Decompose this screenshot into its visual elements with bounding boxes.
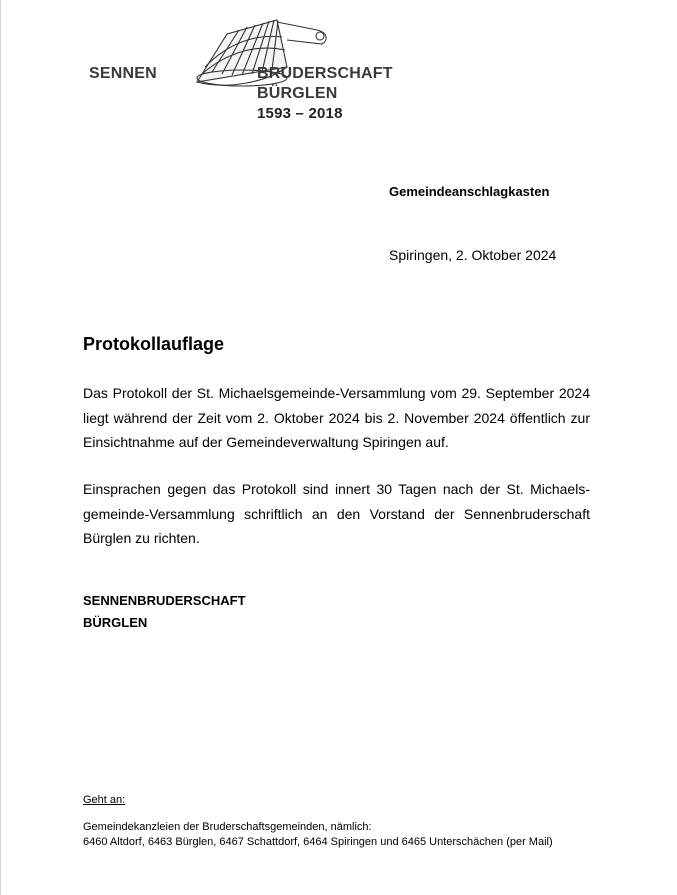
logo-years: 1593 – 2018 bbox=[257, 105, 343, 122]
paragraph-1: Das Protokoll der St. Michaelsgemeinde-Versammlung vom 29. September 2024 liegt während der Zeit vom 2. Oktober 2024 bis 2. November 2024 öffentlich zur Einsichtnahme auf der Gemeindeverwaltung Spiringen auf. bbox=[83, 385, 590, 450]
logo-word-sennen: SENNEN bbox=[89, 65, 157, 82]
place-and-date: Spiringen, 2. Oktober 2024 bbox=[389, 247, 557, 263]
distribution-line-2: 6460 Altdorf, 6463 Bürglen, 6467 Schattdorf, 6464 Spiringen und 6465 Unterschächen (per Mail) bbox=[83, 836, 553, 848]
document-title: Protokollauflage bbox=[83, 334, 225, 354]
distribution-heading: Geht an: bbox=[83, 794, 126, 806]
signature-line-1: SENNENBRUDERSCHAFT bbox=[83, 593, 246, 608]
signature-line-2: BÜRGLEN bbox=[83, 615, 148, 630]
recipient: Gemeindeanschlagkasten bbox=[389, 184, 550, 199]
distribution-line-1: Gemeindekanzleien der Bruderschaftsgemeinden, nämlich: bbox=[83, 821, 372, 833]
logo-word-bruderschaft: BRUDERSCHAFT bbox=[257, 65, 393, 82]
logo-word-buerglen: BÜRGLEN bbox=[257, 85, 338, 102]
logo bbox=[87, 10, 393, 125]
distribution-list bbox=[83, 820, 553, 850]
signature-block bbox=[83, 590, 246, 634]
paragraph-2: Einsprachen gegen das Protokoll sind innert 30 Tagen nach der St. Michaels-gemeinde-Versammlung schriftlich an den Vorstand der Sennenbruderschaft Bürglen zu richten. bbox=[83, 481, 590, 546]
